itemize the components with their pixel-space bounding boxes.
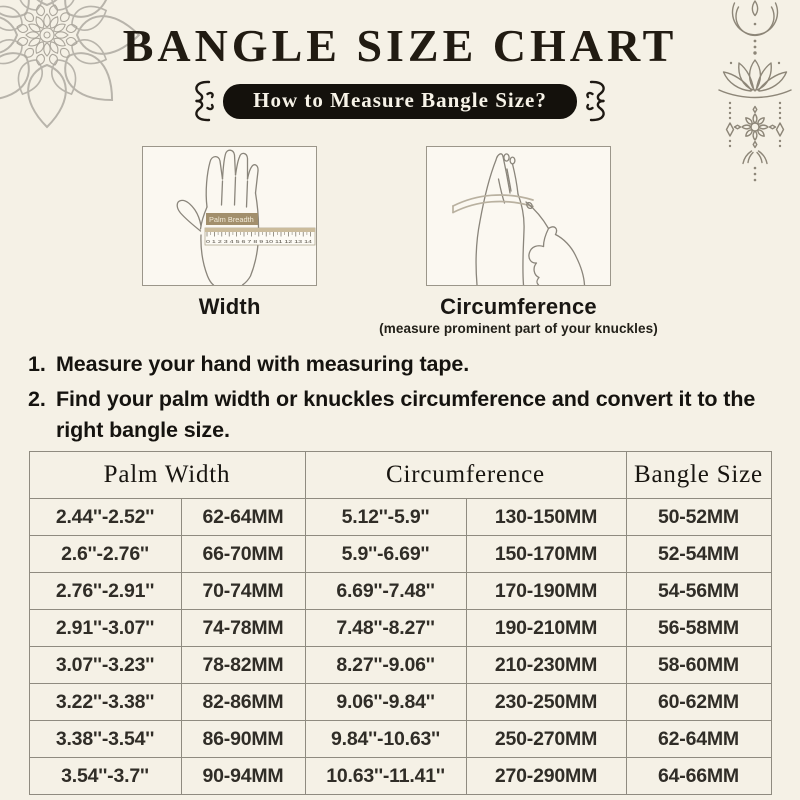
table-cell: 66-70MM <box>181 536 305 573</box>
table-cell: 8.27''-9.06'' <box>305 647 466 684</box>
table-row <box>29 758 771 795</box>
page-header <box>0 0 800 121</box>
instruction-item <box>28 349 772 380</box>
table-cell: 90-94MM <box>181 758 305 795</box>
table-cell: 74-78MM <box>181 610 305 647</box>
table-cell: 5.9''-6.69'' <box>305 536 466 573</box>
table-cell: 3.07''-3.23'' <box>29 647 181 684</box>
column-header-circumference: Circumference <box>305 452 626 499</box>
ruler-numbers: 0 1 2 3 4 5 6 7 8 9 10 11 12 13 14 <box>206 240 278 246</box>
table-cell: 150-170MM <box>466 536 626 573</box>
table-cell: 54-56MM <box>626 573 771 610</box>
measuring-ruler <box>205 228 315 245</box>
instruction-item <box>28 384 772 445</box>
table-cell: 170-190MM <box>466 573 626 610</box>
table-cell: 2.91''-3.07'' <box>29 610 181 647</box>
table-cell: 2.6''-2.76'' <box>29 536 181 573</box>
table-cell: 62-64MM <box>626 721 771 758</box>
hand-circumference-illustration <box>427 147 610 285</box>
page-title: BANGLE SIZE CHART <box>122 20 678 71</box>
how-to-badge-row <box>0 81 800 121</box>
instruction-number: 1. <box>28 352 46 377</box>
table-cell: 60-62MM <box>626 684 771 721</box>
table-cell: 50-52MM <box>626 499 771 536</box>
table-cell: 3.22''-3.38'' <box>29 684 181 721</box>
table-header-row <box>29 452 771 499</box>
table-cell: 210-230MM <box>466 647 626 684</box>
circumference-note: (measure prominent part of your knuckles) <box>379 321 658 337</box>
table-cell: 6.69''-7.48'' <box>305 573 466 610</box>
column-header-palm-width: Palm Width <box>29 452 305 499</box>
flourish-right-icon <box>586 79 616 123</box>
hand-ruler-illustration <box>143 147 316 285</box>
instructions <box>28 349 772 445</box>
hand-side-outline-icon <box>476 154 524 285</box>
table-row <box>29 647 771 684</box>
instruction-text: Find your palm width or knuckles circumference and convert it to the right bangle size. <box>56 387 756 442</box>
table-cell: 2.44''-2.52'' <box>29 499 181 536</box>
circumference-caption: Circumference <box>440 294 597 320</box>
table-cell: 130-150MM <box>466 499 626 536</box>
table-cell: 270-290MM <box>466 758 626 795</box>
instruction-number: 2. <box>28 387 46 411</box>
table-cell: 3.54''-3.7'' <box>29 758 181 795</box>
table-cell: 9.06''-9.84'' <box>305 684 466 721</box>
table-cell: 58-60MM <box>626 647 771 684</box>
table-cell: 78-82MM <box>181 647 305 684</box>
table-row <box>29 499 771 536</box>
width-caption: Width <box>198 294 261 320</box>
flourish-left-icon <box>184 79 214 123</box>
table-cell: 2.76''-2.91'' <box>29 573 181 610</box>
palm-breadth-label <box>206 213 258 225</box>
svg-text:Palm Breadth: Palm Breadth <box>209 215 254 225</box>
table-cell: 86-90MM <box>181 721 305 758</box>
table-cell: 190-210MM <box>466 610 626 647</box>
table-cell: 70-74MM <box>181 573 305 610</box>
table-cell: 250-270MM <box>466 721 626 758</box>
table-cell: 10.63''-11.41'' <box>305 758 466 795</box>
how-to-badge: How to Measure Bangle Size? <box>223 84 577 119</box>
table-row <box>29 721 771 758</box>
pointing-hand-icon <box>526 202 585 285</box>
circumference-figure <box>379 146 658 336</box>
table-row <box>29 610 771 647</box>
measurement-figures <box>0 146 800 336</box>
table-cell: 9.84''-10.63'' <box>305 721 466 758</box>
table-cell: 82-86MM <box>181 684 305 721</box>
table-cell: 56-58MM <box>626 610 771 647</box>
column-header-bangle-size: Bangle Size <box>626 452 771 499</box>
table-cell: 52-54MM <box>626 536 771 573</box>
measuring-tape-icon <box>453 195 533 213</box>
table-row <box>29 573 771 610</box>
table-row <box>29 536 771 573</box>
table-cell: 62-64MM <box>181 499 305 536</box>
table-cell: 3.38''-3.54'' <box>29 721 181 758</box>
size-chart-table <box>29 451 772 795</box>
table-cell: 64-66MM <box>626 758 771 795</box>
circumference-illustration-box <box>426 146 611 286</box>
table-cell: 7.48''-8.27'' <box>305 610 466 647</box>
width-figure <box>142 146 317 319</box>
width-illustration-box <box>142 146 317 286</box>
table-cell: 5.12''-5.9'' <box>305 499 466 536</box>
instruction-text: Measure your hand with measuring tape. <box>56 352 470 377</box>
table-cell: 230-250MM <box>466 684 626 721</box>
table-row <box>29 684 771 721</box>
